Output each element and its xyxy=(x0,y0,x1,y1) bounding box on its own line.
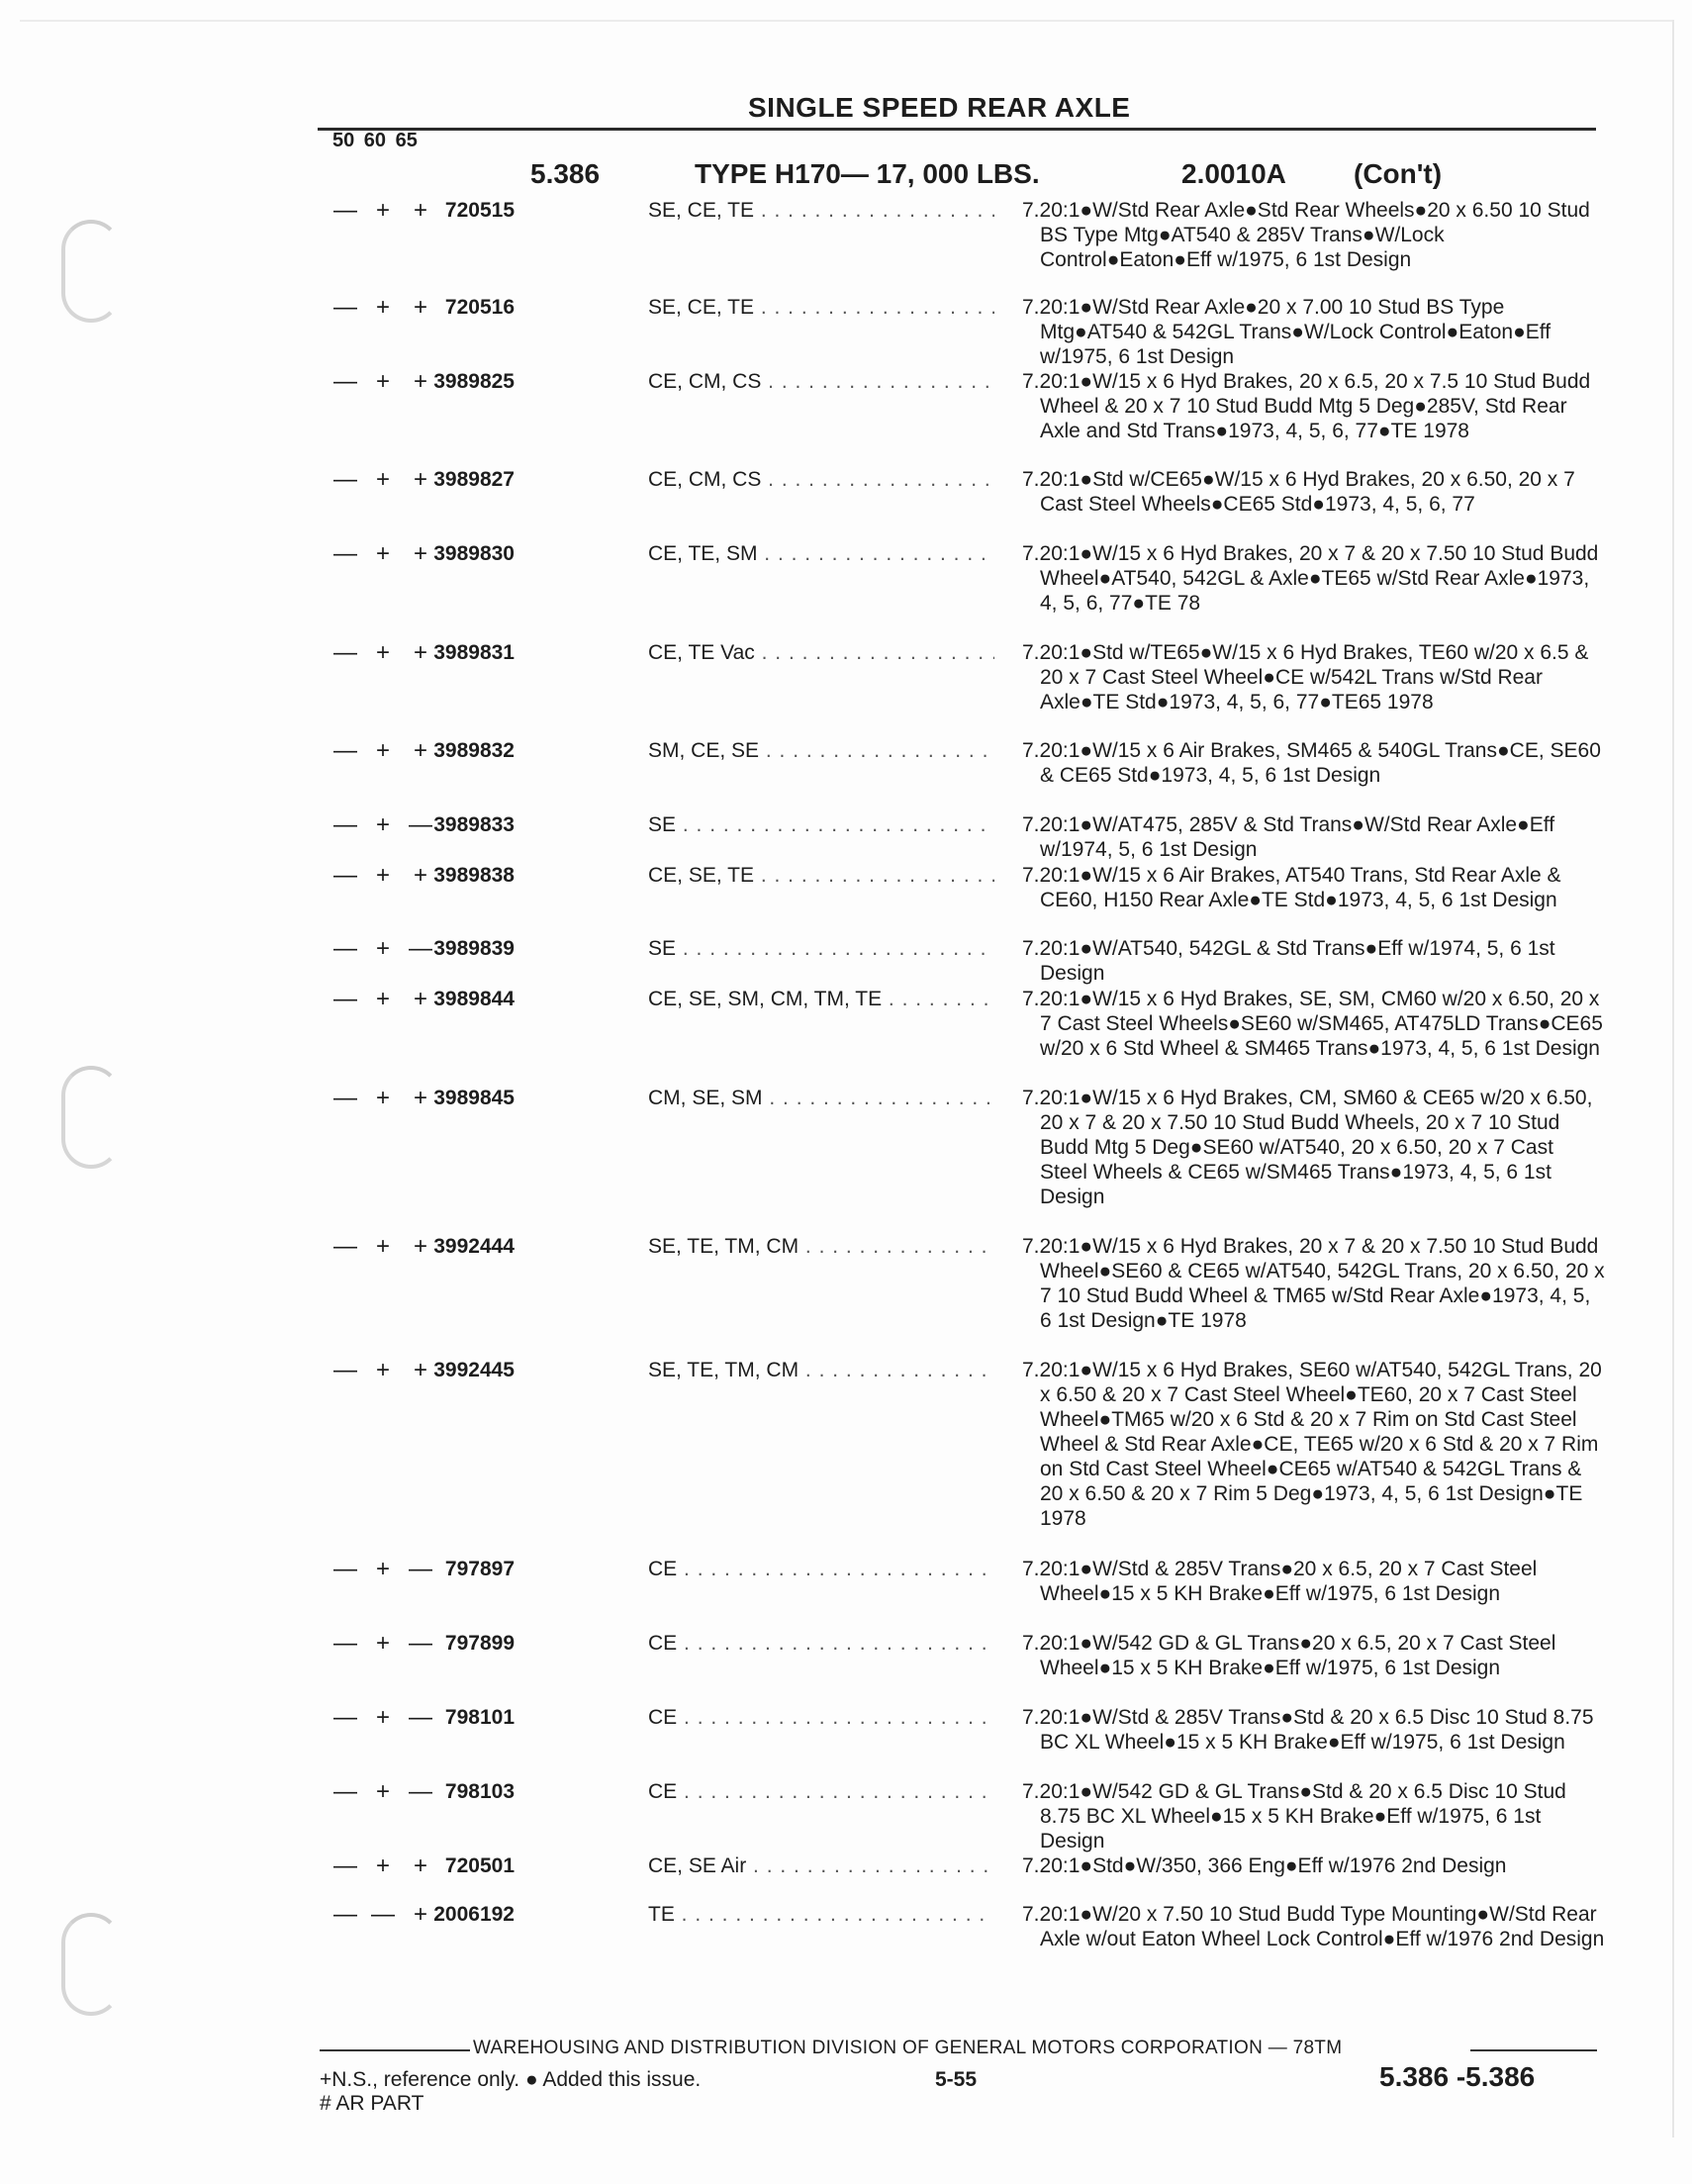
model-codes: CE, CM, CS . . . xyxy=(648,369,994,394)
part-description: 7.20:1●W/Std & 285V Trans●Std & 20 x 6.5 Disc 10 Stud 8.75 BC XL Wheel●15 x 5 KH Brake●Eff w/1975, 6 1st Design xyxy=(1022,1706,1594,1754)
year-availability xyxy=(327,1557,455,1581)
part-number: 3989831 xyxy=(433,641,515,664)
part-description: 7.20:1●W/15 x 6 Hyd Brakes, CM, SM60 & CE65 w/20 x 6.50, 20 x 7 & 20 x 7.50 10 Stud Budd Wheels, 20 x 7 10 Stud Budd Mtg 5 Deg●SE60 w/AT540, 20 x 6.50, 20 x 7 Cast Steel Wheels & CE65 w/SM465 Trans●1973, 4, 5, 6 1st Design xyxy=(1022,1087,1593,1208)
part-description: 7.20:1●Std●W/350, 366 Eng●Eff w/1976 2nd Design xyxy=(1022,1854,1507,1877)
year-65-flag: + xyxy=(413,639,427,666)
catalog-code: 2.0010A xyxy=(1181,158,1286,189)
year-availability xyxy=(327,1853,455,1878)
year-50-flag: — xyxy=(333,1357,357,1383)
part-number: 3989833 xyxy=(433,813,515,836)
part-description: 7.20:1●W/15 x 6 Hyd Brakes, SE, SM, CM60 w/20 x 6.50, 20 x 7 Cast Steel Wheels●SE60 w/SM465, AT475LD Trans●CE65 w/20 x 6 Std Wheel & SM465 Trans●1973, 4, 5, 6 1st Design xyxy=(1022,988,1603,1060)
part-number: 797897 xyxy=(444,1558,515,1580)
model-codes: TE . . . xyxy=(648,1902,994,1927)
year-65-flag: + xyxy=(413,197,427,224)
part-description: 7.20:1●W/Std & 285V Trans●20 x 6.5, 20 x 7 Cast Steel Wheel●15 x 5 KH Brake●Eff w/1975, 6 1st Design xyxy=(1022,1558,1538,1605)
year-50-flag: — xyxy=(333,540,357,567)
year-60-flag: + xyxy=(375,1556,390,1582)
year-50-flag: — xyxy=(333,368,357,395)
footnote-ar-part: # AR PART xyxy=(320,2092,424,2115)
year-60-flag: + xyxy=(375,811,390,838)
year-65-flag: — xyxy=(409,811,432,838)
year-availability xyxy=(327,1705,455,1730)
part-number: 3992444 xyxy=(433,1235,515,1258)
year-65-flag: + xyxy=(413,294,427,321)
year-50-flag: — xyxy=(333,294,357,321)
part-number: 3989844 xyxy=(433,988,515,1010)
year-columns-header: 50 60 65 xyxy=(332,130,418,151)
part-number: 3989830 xyxy=(433,542,515,565)
part-description: 7.20:1●Std w/CE65●W/15 x 6 Hyd Brakes, 20 x 6.50, 20 x 7 Cast Steel Wheels●CE65 Std●1973, 4, 5, 6, 77 xyxy=(1022,468,1575,516)
year-50-flag: — xyxy=(333,1233,357,1260)
year-availability xyxy=(327,198,455,223)
year-50-flag: — xyxy=(333,737,357,764)
year-60-flag: + xyxy=(375,197,390,224)
year-60-flag: + xyxy=(375,1085,390,1111)
part-number: 3989838 xyxy=(433,864,515,887)
model-codes: CE . . . xyxy=(648,1705,994,1730)
part-number: 3989845 xyxy=(433,1087,515,1109)
year-60-flag: + xyxy=(375,540,390,567)
year-60-flag: + xyxy=(375,368,390,395)
year-50-flag: — xyxy=(333,986,357,1012)
year-50-flag: — xyxy=(333,1630,357,1657)
year-65-flag: + xyxy=(413,862,427,889)
model-codes: CE . . . xyxy=(648,1779,994,1804)
footer-rule-right xyxy=(1470,2049,1597,2051)
year-65-flag: + xyxy=(413,1852,427,1879)
part-description: 7.20:1●W/15 x 6 Air Brakes, AT540 Trans, Std Rear Axle & CE60, H150 Rear Axle●TE Std●1973, 4, 5, 6 1st Design xyxy=(1022,864,1561,911)
part-description: 7.20:1●W/542 GD & GL Trans●20 x 6.5, 20 x 7 Cast Steel Wheel●15 x 5 KH Brake●Eff w/1975, 6 1st Design xyxy=(1022,1632,1556,1679)
year-50-flag: — xyxy=(333,811,357,838)
page-right-edge xyxy=(1672,20,1674,2137)
year-60-flag: + xyxy=(375,1704,390,1731)
year-50-flag: — xyxy=(333,1085,357,1111)
binder-hole-bottom xyxy=(61,1913,121,2016)
part-number: 3989827 xyxy=(433,468,515,491)
page-top-edge xyxy=(20,20,1672,22)
part-description: 7.20:1●W/15 x 6 Hyd Brakes, 20 x 7 & 20 x 7.50 10 Stud Budd Wheel●SE60 & CE65 w/AT540, 542GL Trans, 20 x 6.50, 20 x 7 10 Stud Budd Wheel & TM65 w/Std Rear Axle●1973, 4, 5, 6 1st Design●TE 1978 xyxy=(1022,1235,1605,1332)
part-number: 3992445 xyxy=(433,1359,515,1381)
page-title: SINGLE SPEED REAR AXLE xyxy=(748,92,1131,123)
part-description: 7.20:1●W/15 x 6 Hyd Brakes, 20 x 7 & 20 x 7.50 10 Stud Budd Wheel●AT540, 542GL & Axle●TE65 w/Std Rear Axle●1973, 4, 5, 6, 77●TE 78 xyxy=(1022,542,1599,615)
part-number: 3989832 xyxy=(433,739,515,762)
year-60-flag: + xyxy=(375,1357,390,1383)
part-number: 720516 xyxy=(444,296,515,319)
part-description: 7.20:1●W/AT475, 285V & Std Trans●W/Std Rear Axle●Eff w/1974, 5, 6 1st Design xyxy=(1022,813,1555,861)
part-number: 720515 xyxy=(444,199,515,222)
part-number: 798103 xyxy=(444,1780,515,1803)
year-50-flag: — xyxy=(333,197,357,224)
year-60-flag: + xyxy=(375,862,390,889)
year-65-flag: — xyxy=(409,1778,432,1805)
year-60-flag: — xyxy=(371,1901,395,1928)
year-65-flag: — xyxy=(409,1630,432,1657)
part-number: 2006192 xyxy=(433,1903,515,1926)
year-65-flag: + xyxy=(413,1085,427,1111)
year-availability xyxy=(327,295,455,320)
group-number: 5.386 xyxy=(530,158,601,189)
year-50-flag: — xyxy=(333,1778,357,1805)
part-description: 7.20:1●Std w/TE65●W/15 x 6 Hyd Brakes, TE60 w/20 x 6.5 & 20 x 7 Cast Steel Wheel●CE w/542L Trans w/Std Rear Axle●TE Std●1973, 4, 5, 6, 77●TE65 1978 xyxy=(1022,641,1589,713)
model-codes: CM, SE, SM . . . xyxy=(648,1086,994,1110)
part-description: 7.20:1●W/AT540, 542GL & Std Trans●Eff w/1974, 5, 6 1st Design xyxy=(1022,937,1555,985)
section-range: 5.386 -5.386 xyxy=(1379,2061,1536,2092)
year-50-flag: — xyxy=(333,466,357,493)
model-codes: CE, SE, TE . . . xyxy=(648,863,994,888)
model-codes: CE . . . xyxy=(648,1631,994,1656)
year-65-flag: + xyxy=(413,986,427,1012)
part-description: 7.20:1●W/Std Rear Axle●20 x 7.00 10 Stud BS Type Mtg●AT540 & 542GL Trans●W/Lock Control●Eaton●Eff w/1975, 6 1st Design xyxy=(1022,296,1551,368)
year-availability xyxy=(327,1631,455,1656)
model-codes: CE, TE Vac . . . xyxy=(648,640,994,665)
year-60-flag: + xyxy=(375,737,390,764)
year-65-flag: — xyxy=(409,1556,432,1582)
footer-division: WAREHOUSING AND DISTRIBUTION DIVISION OF GENERAL MOTORS CORPORATION — 78TM xyxy=(473,2038,1343,2058)
year-50-flag: — xyxy=(333,639,357,666)
year-50-flag: — xyxy=(333,1704,357,1731)
year-65-flag: + xyxy=(413,737,427,764)
part-description: 7.20:1●W/20 x 7.50 10 Stud Budd Type Mounting●W/Std Rear Axle w/out Eaton Wheel Lock Control●Eff w/1976 2nd Design xyxy=(1022,1903,1605,1950)
part-number: 720501 xyxy=(444,1854,515,1877)
header-rule xyxy=(318,128,1596,131)
year-50-flag: — xyxy=(333,1852,357,1879)
model-codes: CE, SE Air . . . xyxy=(648,1853,994,1878)
model-codes: SE, CE, TE . . . xyxy=(648,295,994,320)
year-60-flag: + xyxy=(375,935,390,962)
continued-label: (Con't) xyxy=(1354,158,1443,189)
year-50-flag: — xyxy=(333,935,357,962)
page-number: 5-55 xyxy=(935,2068,978,2091)
model-codes: CE, CM, CS . . . xyxy=(648,467,994,492)
year-65-flag: + xyxy=(413,1233,427,1260)
part-description: 7.20:1●W/Std Rear Axle●Std Rear Wheels●20 x 6.50 10 Stud BS Type Mtg●AT540 & 285V Trans●W/Lock Control●Eaton●Eff w/1975, 6 1st Design xyxy=(1022,199,1590,271)
part-description: 7.20:1●W/542 GD & GL Trans●Std & 20 x 6.5 Disc 10 Stud 8.75 BC XL Wheel●15 x 5 KH Brake●Eff w/1975, 6 1st Design xyxy=(1022,1780,1566,1852)
part-number: 3989839 xyxy=(433,937,515,960)
model-codes: SM, CE, SE . . . xyxy=(648,738,994,763)
model-codes: SE, TE, TM, CM . . . xyxy=(648,1234,994,1259)
year-60-flag: + xyxy=(375,639,390,666)
year-60-flag: + xyxy=(375,466,390,493)
year-60-flag: + xyxy=(375,294,390,321)
model-codes: CE, SE, SM, CM, TM, TE . . . xyxy=(648,987,994,1011)
footer-rule-left xyxy=(320,2049,470,2051)
axle-type: TYPE H170— 17, 000 LBS. xyxy=(695,158,1040,189)
binder-hole-top xyxy=(61,220,121,323)
footnote-legend: +N.S., reference only. ● Added this issue. xyxy=(320,2068,702,2091)
year-60-flag: + xyxy=(375,1852,390,1879)
year-60-flag: + xyxy=(375,986,390,1012)
year-50-flag: — xyxy=(333,1901,357,1928)
year-60-flag: + xyxy=(375,1630,390,1657)
binder-hole-middle xyxy=(61,1066,121,1169)
part-number: 797899 xyxy=(444,1632,515,1655)
model-codes: SE, CE, TE . . . xyxy=(648,198,994,223)
year-60-flag: + xyxy=(375,1778,390,1805)
part-description: 7.20:1●W/15 x 6 Air Brakes, SM465 & 540GL Trans●CE, SE60 & CE65 Std●1973, 4, 5, 6 1st Design xyxy=(1022,739,1601,787)
model-codes: SE, TE, TM, CM . . . xyxy=(648,1358,994,1382)
model-codes: CE, TE, SM . . . xyxy=(648,541,994,566)
year-65-flag: + xyxy=(413,1901,427,1928)
year-65-flag: + xyxy=(413,1357,427,1383)
year-50-flag: — xyxy=(333,1556,357,1582)
year-65-flag: + xyxy=(413,540,427,567)
year-50-flag: — xyxy=(333,862,357,889)
model-codes: SE . . . xyxy=(648,936,994,961)
part-description: 7.20:1●W/15 x 6 Hyd Brakes, SE60 w/AT540, 542GL Trans, 20 x 6.50 & 20 x 7 Cast Steel Wheel●TE60, 20 x 7 Cast Steel Wheel●TM65 w/20 x 6 Std & 20 x 7 Rim on Std Cast Steel Wheel & Std Rear Axle●CE, TE65 w/20 x 6 Std & 20 x 7 Rim on Std Cast Steel Wheel●CE65 w/AT540 & 542GL Trans & 20 x 6.50 & 20 x 7 Rim 5 Deg●1973, 4, 5, 6 1st Design●TE 1978 xyxy=(1022,1359,1602,1530)
part-description: 7.20:1●W/15 x 6 Hyd Brakes, 20 x 6.5, 20 x 7.5 10 Stud Budd Wheel & 20 x 7 10 Stud Budd Mtg 5 Deg●285V, Std Rear Axle and Std Trans●1973, 4, 5, 6, 77●TE 1978 xyxy=(1022,370,1591,442)
model-codes: SE . . . xyxy=(648,812,994,837)
part-number: 798101 xyxy=(444,1706,515,1729)
year-60-flag: + xyxy=(375,1233,390,1260)
year-availability xyxy=(327,1779,455,1804)
year-65-flag: + xyxy=(413,466,427,493)
year-65-flag: + xyxy=(413,368,427,395)
model-codes: CE . . . xyxy=(648,1557,994,1581)
year-65-flag: — xyxy=(409,1704,432,1731)
part-number: 3989825 xyxy=(433,370,515,393)
year-65-flag: — xyxy=(409,935,432,962)
